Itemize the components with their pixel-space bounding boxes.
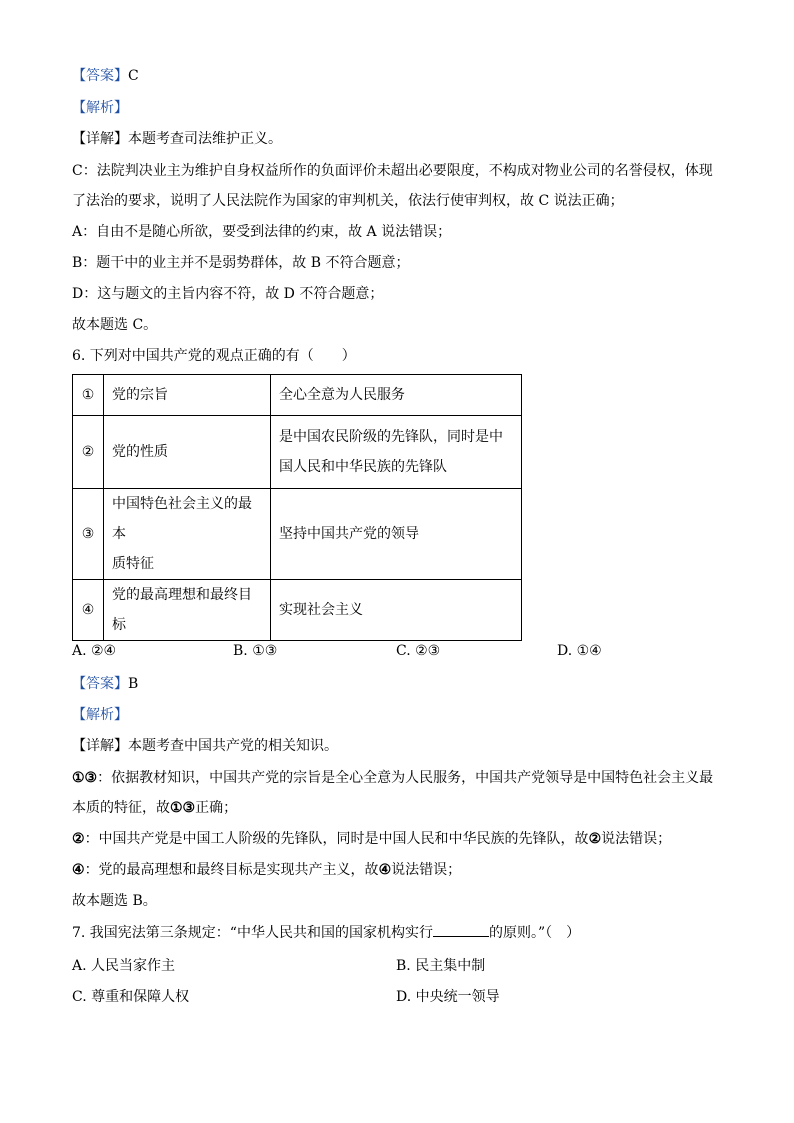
q6-reason-13-line2 xyxy=(72,798,237,818)
table-row xyxy=(73,375,522,416)
q5-c-line2: 了法治的要求，说明了人民法院作为国家的审判机关，依法行使审判权，故 C 说法正确； xyxy=(72,193,624,209)
table-row xyxy=(73,580,522,641)
table-cell-item: 党的性质 xyxy=(104,416,271,489)
q7-blank xyxy=(433,922,489,937)
q6-detail-text: 本题考查中国共产党的相关知识。 xyxy=(128,738,338,754)
table-row xyxy=(73,416,522,489)
table-cell-content-line1: 是中国农民阶级的先锋队，同时是中 xyxy=(279,429,503,445)
table-cell-item-line1: 中国特色社会主义的最本 xyxy=(112,496,252,542)
table-cell-item-line2: 质特征 xyxy=(112,556,154,572)
table-cell-item xyxy=(104,489,271,580)
q6-reason-2-line xyxy=(72,829,671,849)
q6-reason-13-text2a: 本质的特征，故 xyxy=(72,800,170,816)
table-cell-content: 实现社会主义 xyxy=(271,580,522,641)
q6-option-a[interactable]: A. ②④ xyxy=(72,643,117,659)
q6-reason-13-text: ：依据教材知识，中国共产党的宗旨是全心全意为人民服务，中国共产党领导是中国特色社会主义最 xyxy=(97,770,714,786)
q5-a-line: A：自由不是随心所欲，要受到法律的约束，故 A 说法错误； xyxy=(72,224,452,240)
q6-detail-tag: 【详解】 xyxy=(72,738,128,754)
q6-reason-13-text2b: 正确； xyxy=(195,800,238,816)
table-cell-content-line2: 国人民和中华民族的先锋队 xyxy=(279,459,447,475)
q5-c-line1: C：法院判决业主为维护自身权益所作的负面评价未超出必要限度，不构成对物业公司的名誉侵权，体现 xyxy=(72,163,713,179)
table-cell-content: 全心全意为人民服务 xyxy=(271,375,522,416)
table-cell-num: ② xyxy=(73,416,104,489)
q5-d-line: D：这与题文的主旨内容不符，故 D 不符合题意； xyxy=(72,286,384,302)
table-row xyxy=(73,489,522,580)
q5-answer-value: C xyxy=(128,68,139,84)
table-cell-num: ③ xyxy=(73,489,104,580)
q7-option-c[interactable]: C. 尊重和保障人权 xyxy=(72,989,190,1005)
q7-option-d[interactable]: D. 中央统一领导 xyxy=(396,989,500,1005)
q5-detail-line xyxy=(72,129,282,149)
table-cell-num: ① xyxy=(73,375,104,416)
table-cell-item: 党的宗旨 xyxy=(104,375,271,416)
q5-answer-tag: 【答案】 xyxy=(72,68,128,84)
q7-option-a[interactable]: A. 人民当家作主 xyxy=(72,958,176,974)
q6-answer-value: B xyxy=(128,676,139,692)
q5-answer-line xyxy=(72,66,139,86)
q6-reason-4-text-a: ：党的最高理想和最终目标是实现共产主义，故 xyxy=(84,862,379,878)
q6-reason-13-mark2: ①③ xyxy=(170,800,196,816)
table-cell-num: ④ xyxy=(73,580,104,641)
q6-option-b[interactable]: B. ①③ xyxy=(233,643,278,659)
q6-answer-line xyxy=(72,674,138,694)
q6-reason-4-mark: ④ xyxy=(72,862,85,878)
q7-stem-a: 7. 我国宪法第三条规定：“中华人民共和国的国家机构实行 xyxy=(72,925,433,941)
q6-reason-2-text-a: ：中国共产党是中国工人阶级的先锋队，同时是中国人民和中华民族的先锋队，故 xyxy=(84,831,589,847)
q6-stem: 6. 下列对中国共产党的观点正确的有（ ） xyxy=(72,348,356,364)
q6-detail-line xyxy=(72,736,338,756)
q5-conclusion: 故本题选 C。 xyxy=(72,317,158,333)
q5-detail-text: 本题考查司法维护正义。 xyxy=(128,131,282,147)
q6-option-c[interactable]: C. ②③ xyxy=(396,643,441,659)
q6-answer-tag: 【答案】 xyxy=(72,676,128,692)
q6-reason-4-line xyxy=(72,860,461,880)
q6-conclusion: 故本题选 B。 xyxy=(72,893,157,909)
q6-reason-4-mark2: ④ xyxy=(378,862,392,878)
q7-option-b[interactable]: B. 民主集中制 xyxy=(396,958,486,974)
q5-analysis-tag: 【解析】 xyxy=(72,100,128,116)
q6-reason-13-mark: ①③ xyxy=(72,770,98,786)
q5-detail-tag: 【详解】 xyxy=(72,131,128,147)
table-cell-content: 坚持中国共产党的领导 xyxy=(271,489,522,580)
q6-reason-2-mark: ② xyxy=(72,831,85,847)
q6-reason-2-mark2: ② xyxy=(588,831,602,847)
q7-stem xyxy=(72,922,580,943)
q6-reason-13-line1 xyxy=(72,768,713,788)
table-cell-content xyxy=(271,416,522,489)
table-cell-item: 党的最高理想和最终目标 xyxy=(104,580,271,641)
q6-reason-2-text-b: 说法错误； xyxy=(601,831,672,847)
q6-analysis-tag: 【解析】 xyxy=(72,707,128,723)
q5-b-line: B：题干中的业主并不是弱势群体，故 B 不符合题意； xyxy=(72,255,410,271)
q7-stem-b: 的原则。”（ ） xyxy=(488,925,581,941)
q6-option-d[interactable]: D. ①④ xyxy=(557,643,602,659)
q6-reason-4-text-b: 说法错误； xyxy=(391,862,462,878)
q6-table xyxy=(72,374,522,641)
